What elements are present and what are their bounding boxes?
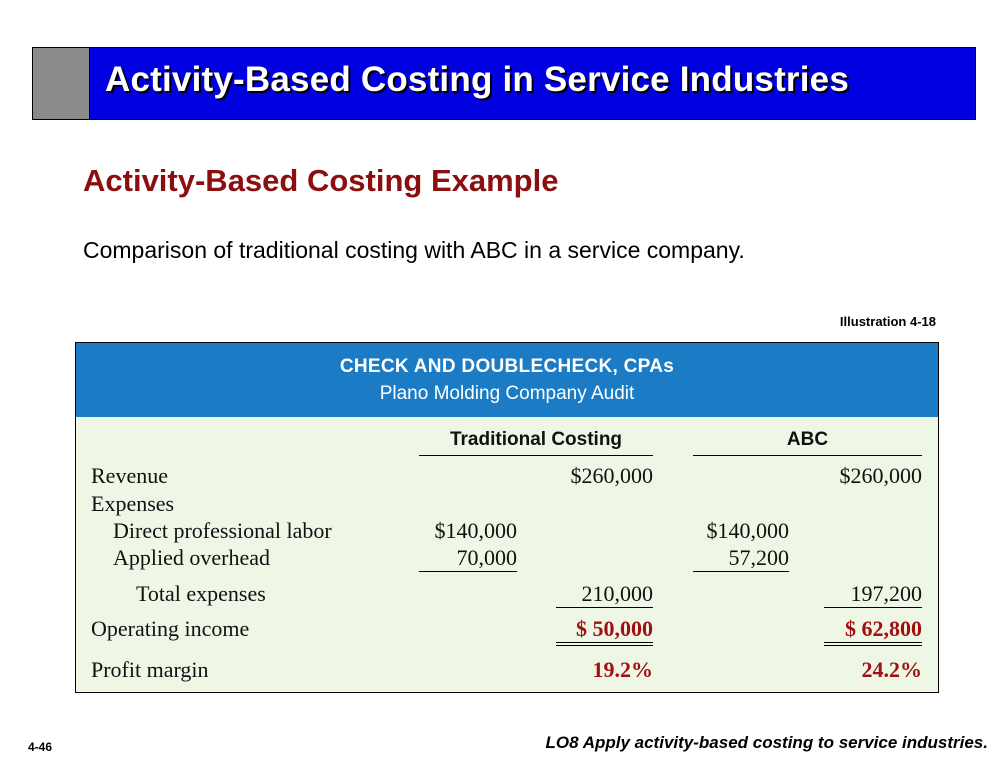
column-header-abc: ABC bbox=[693, 429, 922, 456]
title-accent-block bbox=[33, 48, 90, 119]
table-header-client: Plano Molding Company Audit bbox=[379, 383, 635, 404]
column-header-traditional: Traditional Costing bbox=[419, 429, 653, 456]
slide-subtitle: Activity-Based Costing Example bbox=[83, 163, 559, 198]
page-number: 4-46 bbox=[28, 740, 53, 754]
total-expenses-traditional: 210,000 bbox=[556, 581, 653, 608]
illustration-label: Illustration 4-18 bbox=[839, 314, 936, 329]
row-label-operating-income: Operating income bbox=[91, 616, 250, 641]
row-label-total-expenses: Total expenses bbox=[136, 581, 266, 606]
slide-title: Activity-Based Costing in Service Industries bbox=[105, 60, 850, 99]
learning-objective: LO8 Apply activity-based costing to service industries. bbox=[545, 733, 988, 752]
overhead-traditional: 70,000 bbox=[419, 545, 517, 572]
title-bar bbox=[32, 47, 976, 120]
row-label-expenses: Expenses bbox=[91, 491, 175, 516]
table-header bbox=[76, 343, 938, 417]
row-label-overhead: Applied overhead bbox=[113, 545, 270, 570]
profit-margin-traditional: 19.2% bbox=[592, 657, 653, 682]
operating-income-traditional: $ 50,000 bbox=[556, 616, 653, 646]
row-label-revenue: Revenue bbox=[91, 463, 168, 488]
labor-abc: $140,000 bbox=[706, 518, 789, 543]
comparison-table bbox=[75, 342, 939, 693]
slide-description: Comparison of traditional costing with ABC in a service company. bbox=[83, 237, 745, 263]
table-header-company: CHECK AND DOUBLECHECK, CPAs bbox=[339, 356, 675, 377]
revenue-traditional: $260,000 bbox=[570, 463, 653, 488]
revenue-abc: $260,000 bbox=[839, 463, 922, 488]
operating-income-abc: $ 62,800 bbox=[824, 616, 922, 646]
row-label-labor: Direct professional labor bbox=[113, 518, 332, 543]
labor-traditional: $140,000 bbox=[434, 518, 517, 543]
row-label-profit-margin: Profit margin bbox=[91, 657, 209, 682]
total-expenses-abc: 197,200 bbox=[824, 581, 922, 608]
profit-margin-abc: 24.2% bbox=[861, 657, 922, 682]
overhead-abc: 57,200 bbox=[693, 545, 789, 572]
